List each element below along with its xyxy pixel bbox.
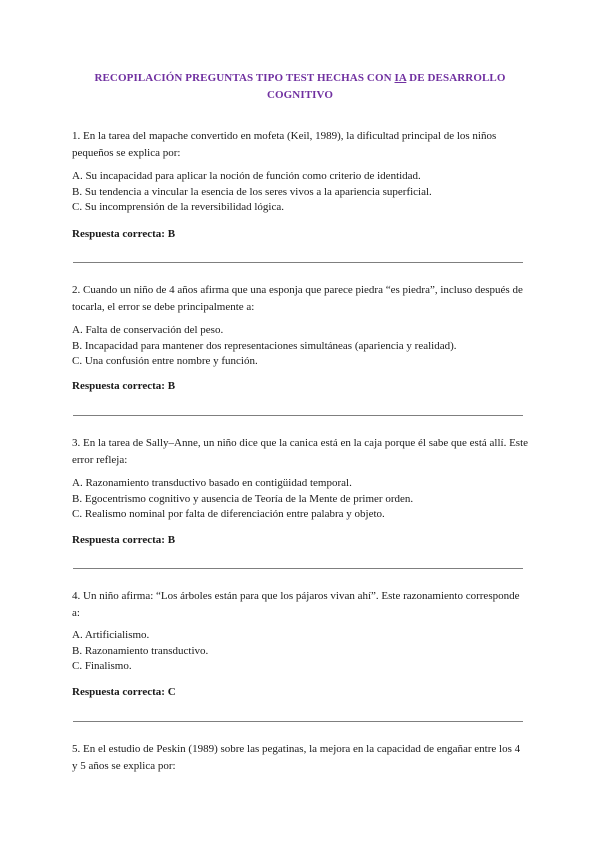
question-3-option-b: B. Egocentrismo cognitivo y ausencia de Teoría de la Mente de primer orden.	[72, 492, 414, 505]
question-3-option-a: A. Razonamiento transductivo basado en contigüidad temporal.	[72, 477, 352, 489]
separator-line	[73, 568, 523, 569]
question-4-stem: 4. Un niño afirma: “Los árboles están para que los pájaros vivan ahí”. Este razonamiento corresponde a:	[72, 590, 520, 619]
question-2-option-a: A. Falta de conservación del peso.	[72, 324, 224, 336]
title-text-end: DE DESARROLLO	[406, 72, 506, 84]
question-2-options	[72, 323, 528, 370]
separator-line	[73, 262, 523, 263]
title-line-2: COGNITIVO	[266, 89, 334, 101]
question-4-option-b: B. Razonamiento transductivo.	[72, 644, 209, 657]
question-3-answer: Respuesta correcta: B	[72, 534, 176, 546]
question-1-option-c: C. Su incomprensión de la reversibilidad lógica.	[72, 201, 285, 213]
question-4-options	[72, 628, 528, 675]
document-title	[72, 70, 528, 104]
question-2-option-c: C. Una confusión entre nombre y función.	[72, 355, 258, 367]
question-3-stem: 3. En la tarea de Sally–Anne, un niño dice que la canica está en la caja porque él sabe que está allí. Este error refleja:	[72, 437, 529, 466]
question-1-options	[72, 169, 528, 216]
separator-line	[73, 721, 523, 722]
question-5-stem: 5. En el estudio de Peskin (1989) sobre las pegatinas, la mejora en la capacidad de engañar entre los 4 y 5 años se explica por:	[72, 743, 521, 772]
separator-line	[73, 415, 523, 416]
question-1-option-a: A. Su incapacidad para aplicar la noción de función como criterio de identidad.	[72, 170, 421, 182]
title-text: RECOPILACIÓN PREGUNTAS TIPO TEST HECHAS CON	[94, 72, 395, 84]
question-2-answer: Respuesta correcta: B	[72, 380, 176, 392]
question-1-stem: 1. En la tarea del mapache convertido en mofeta (Keil, 1989), la dificultad principal de los niños pequeños se explica por:	[72, 130, 497, 159]
question-4-answer: Respuesta correcta: C	[72, 686, 176, 698]
question-1-answer: Respuesta correcta: B	[72, 228, 176, 240]
question-4-option-a: A. Artificialismo.	[72, 629, 150, 641]
question-4-option-c: C. Finalismo.	[72, 660, 132, 672]
question-2-option-b: B. Incapacidad para mantener dos representaciones simultáneas (apariencia y realidad).	[72, 339, 457, 352]
title-ia-underlined: IA	[394, 72, 407, 84]
question-3-option-c: C. Realismo nominal por falta de diferenciación entre palabra y objeto.	[72, 508, 385, 520]
question-1-option-b: B. Su tendencia a vincular la esencia de los seres vivos a la apariencia superficial.	[72, 185, 432, 198]
question-3-options	[72, 476, 528, 523]
question-2-stem: 2. Cuando un niño de 4 años afirma que una esponja que parece piedra “es piedra”, incluso después de tocarla, el error se debe principalmente a:	[72, 284, 523, 313]
